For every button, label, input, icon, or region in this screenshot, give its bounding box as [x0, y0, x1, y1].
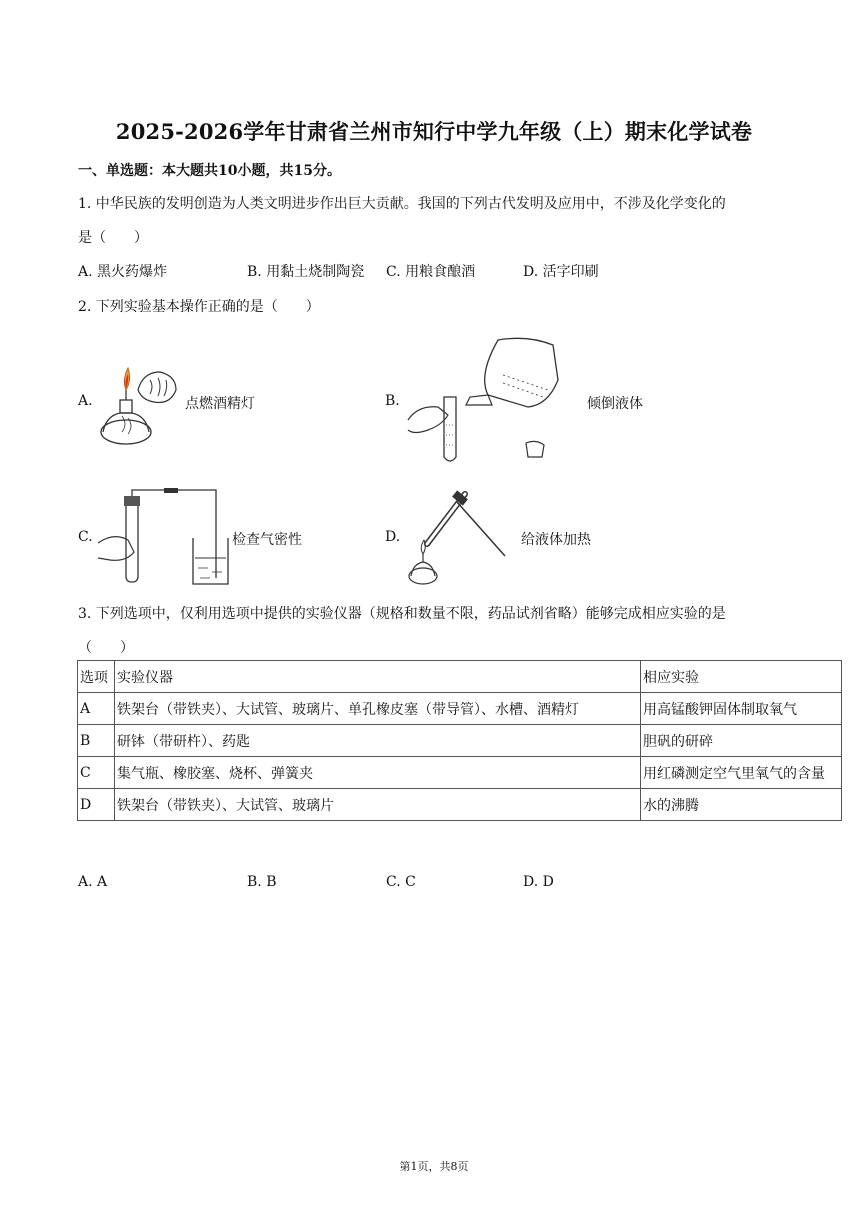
table-cell: 集气瓶、橡胶塞、烧杯、弹簧夹 — [115, 757, 641, 789]
table-cell: 水的沸腾 — [641, 789, 842, 821]
airtightness-check-illustration — [98, 488, 233, 588]
table-header-cell: 实验仪器 — [115, 661, 641, 693]
table-cell: 研钵（带研杵）、药匙 — [115, 725, 641, 757]
table-cell: D — [78, 789, 115, 821]
table-header-row — [78, 661, 842, 693]
q1-option-b: B. 用黏土烧制陶瓷 — [247, 264, 365, 280]
table-cell: 铁架台（带铁夹）、大试管、玻璃片 — [115, 789, 641, 821]
table-header-cell: 相应实验 — [641, 661, 842, 693]
q1-option-a: A. 黑火药爆炸 — [78, 264, 168, 280]
q2-option-b-letter: B. — [385, 393, 400, 409]
q1-option-c: C. 用粮食酿酒 — [386, 264, 476, 280]
table-row — [78, 693, 842, 725]
heating-liquid-illustration — [405, 484, 520, 589]
q3-table — [77, 660, 842, 821]
q3-stem-line2: （ ） — [78, 640, 134, 656]
q2-option-c-caption: 检查气密性 — [232, 532, 302, 548]
q2-option-a-letter: A. — [78, 393, 93, 409]
q1-stem-line1: 1. 中华民族的发明创造为人类文明进步作出巨大贡献。我国的下列古代发明及应用中，不涉及化学变化的 — [78, 196, 726, 212]
q3-option-d: D. D — [523, 874, 554, 890]
table-cell: 用高锰酸钾固体制取氧气 — [641, 693, 842, 725]
section-heading: 一、单选题：本大题共10小题，共15分。 — [78, 163, 341, 179]
table-cell: 胆矾的研碎 — [641, 725, 842, 757]
q2-option-b-caption: 倾倒液体 — [587, 396, 643, 412]
q1-stem-line2: 是（ ） — [78, 230, 148, 246]
table-cell: A — [78, 693, 115, 725]
table-row — [78, 725, 842, 757]
table-cell: 铁架台（带铁夹）、大试管、玻璃片、单孔橡皮塞（带导管）、水槽、酒精灯 — [115, 693, 641, 725]
table-cell: 用红磷测定空气里氧气的含量 — [641, 757, 842, 789]
q3-stem-line1: 3. 下列选项中，仅利用选项中提供的实验仪器（规格和数量不限，药品试剂省略）能够完成相应实验的是 — [78, 606, 726, 622]
table-row — [78, 757, 842, 789]
q2-option-c-letter: C. — [78, 529, 93, 545]
table-header-cell: 选项 — [78, 661, 115, 693]
q3-option-a: A. A — [78, 874, 108, 890]
q3-option-c: C. C — [386, 874, 416, 890]
pouring-liquid-illustration — [408, 335, 578, 470]
page-title: 2025-2026学年甘肃省兰州市知行中学九年级（上）期末化学试卷 — [115, 119, 753, 144]
q2-option-d-letter: D. — [385, 529, 401, 545]
lighting-alcohol-lamp-illustration — [98, 350, 188, 450]
q2-stem: 2. 下列实验基本操作正确的是（ ） — [78, 299, 320, 315]
q1-option-d: D. 活字印刷 — [523, 264, 599, 280]
q3-option-b: B. B — [247, 874, 277, 890]
table-row — [78, 789, 842, 821]
q2-option-d-caption: 给液体加热 — [521, 532, 591, 548]
q2-option-a-caption: 点燃酒精灯 — [185, 396, 255, 412]
page-footer: 第1页，共8页 — [399, 1160, 469, 1173]
table-cell: C — [78, 757, 115, 789]
table-cell: B — [78, 725, 115, 757]
